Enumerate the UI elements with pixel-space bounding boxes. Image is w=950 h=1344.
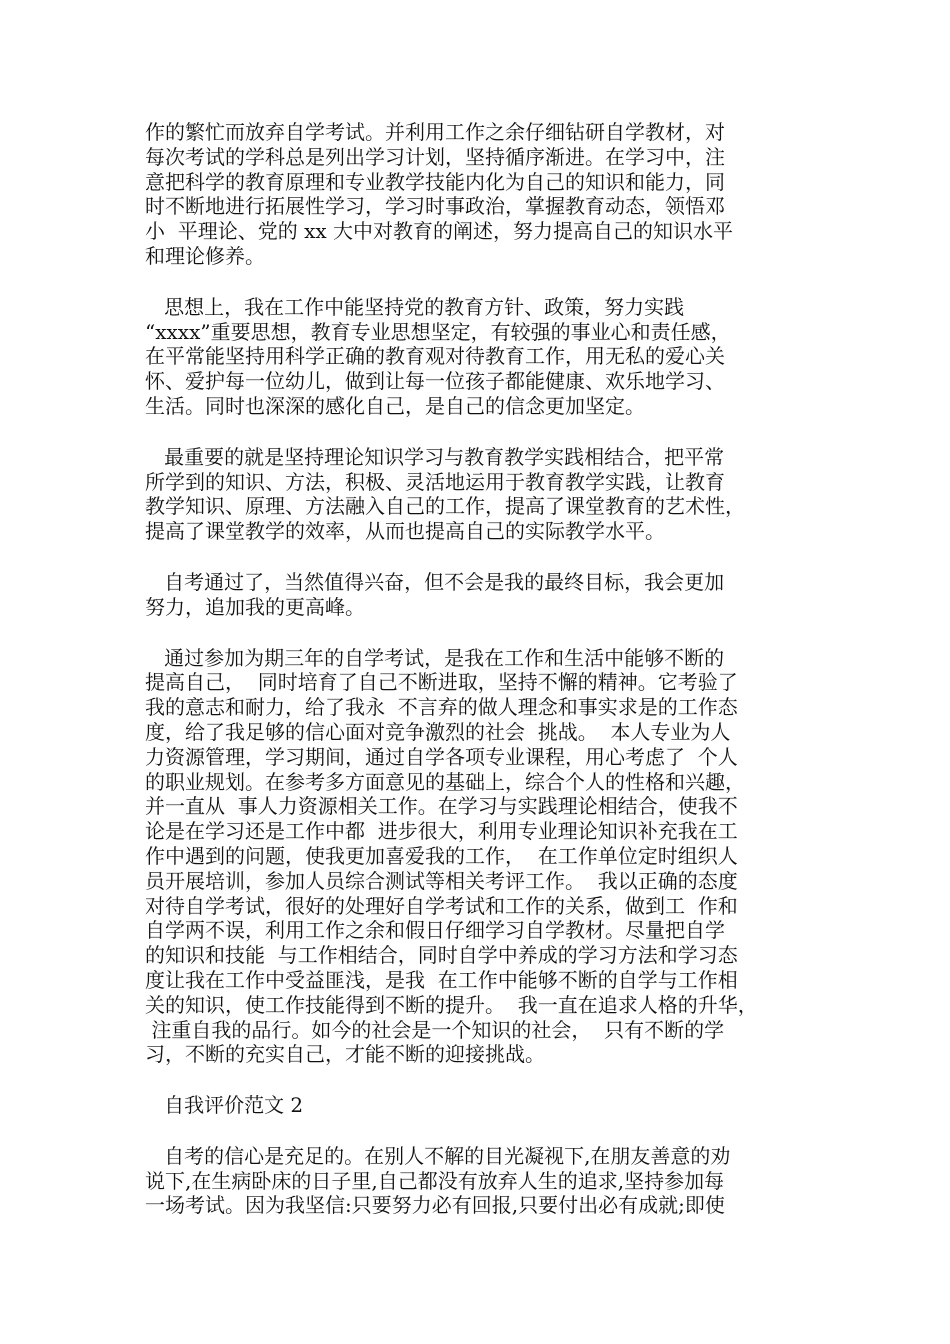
text-line: 注重自我的品行。如今的社会是一个知识的社会， 只有不断的学 <box>145 1017 725 1042</box>
paragraph <box>145 120 825 269</box>
paragraph <box>145 445 825 544</box>
text-line: 时不断地进行拓展性学习，学习时事政治，掌握教育动态，领悟邓 <box>145 194 725 219</box>
text-line: 努力，追加我的更高峰。 <box>145 594 365 619</box>
text-line: 我的意志和耐力，给了我永 不言弃的做人理念和事实求是的工作态 <box>145 695 738 720</box>
text-line: 员开展培训，参加人员综合测试等相关考评工作。 我以正确的态度 <box>145 868 738 893</box>
paragraph <box>145 295 825 419</box>
text-line: 思想上，我在工作中能坚持党的教育方针、政策，努力实践 <box>145 294 685 319</box>
text-line: 提高自己， 同时培育了自己不断进取，坚持不懈的精神。它考验了 <box>145 670 738 695</box>
text-line: 一场考试。因为我坚信:只要努力必有回报,只要付出必有成就;即使 <box>145 1193 725 1218</box>
text-line: “xxxx”重要思想，教育专业思想坚定，有较强的事业心和责任感， <box>145 319 731 344</box>
text-line: 作的繁忙而放弃自学考试。并利用工作之余仔细钻研自学教材，对 <box>145 120 725 144</box>
paragraph <box>145 646 825 1068</box>
text-line: 自我评价范文 2 <box>145 1093 304 1118</box>
paragraph-gap <box>145 544 825 570</box>
paragraph-gap <box>145 1118 825 1144</box>
text-line: 度让我在工作中受益匪浅，是我 在工作中能够不断的自学与工作相 <box>145 967 738 992</box>
text-line: 作中遇到的问题，使我更加喜爱我的工作， 在工作单位定时组织人 <box>145 843 738 868</box>
text-line: 意把科学的教育原理和专业教学技能内化为自己的知识和能力，同 <box>145 169 725 194</box>
paragraph <box>145 1144 825 1218</box>
paragraph-gap <box>145 1067 825 1093</box>
text-line: 自学两不误，利用工作之余和假日仔细学习自学教材。尽量把自学 <box>145 918 725 943</box>
paragraph <box>145 1093 825 1118</box>
text-line: 最重要的就是坚持理论知识学习与教育教学实践相结合，把平常 <box>145 444 725 469</box>
text-line: 所学到的知识、方法，积极、灵活地运用于教育教学实践，让教育 <box>145 469 725 494</box>
text-line: 自考的信心是充足的。在别人不解的目光凝视下,在朋友善意的劝 <box>145 1143 731 1168</box>
text-line: 论是在学习还是工作中都 进步很大，利用专业理论知识补充我在工 <box>145 819 738 844</box>
document-page <box>145 120 825 1218</box>
text-line: 度，给了我足够的信心面对竞争激烈的社会 挑战。 本人专业为人 <box>145 719 731 744</box>
text-line: 小 平理论、党的 xx 大中对教育的阐述，努力提高自己的知识水平 <box>145 219 733 244</box>
paragraph <box>145 570 825 620</box>
text-line: 怀、爱护每一位幼儿，做到让每一位孩子都能健康、欢乐地学习、 <box>145 369 725 394</box>
text-line: 说下,在生病卧床的日子里,自己都没有放弃人生的追求,坚持参加每 <box>145 1168 725 1193</box>
text-line: 在平常能坚持用科学正确的教育观对待教育工作，用无私的爱心关 <box>145 344 725 369</box>
text-line: 并一直从 事人力资源相关工作。在学习与实践理论相结合，使我不 <box>145 794 738 819</box>
paragraph-gap <box>145 620 825 646</box>
text-line: 关的知识，使工作技能得到不断的提升。 我一直在追求人格的升华， <box>145 992 758 1017</box>
paragraph-gap <box>145 419 825 445</box>
paragraph-gap <box>145 269 825 295</box>
text-line: 通过参加为期三年的自学考试，是我在工作和生活中能够不断的 <box>145 645 725 670</box>
text-line: 对待自学考试，很好的处理好自学考试和工作的关系，做到工 作和 <box>145 893 738 918</box>
text-line: 提高了课堂教学的效率，从而也提高自己的实际教学水平。 <box>145 519 665 544</box>
text-line: 生活。同时也深深的感化自己，是自己的信念更加坚定。 <box>145 393 645 418</box>
text-line: 的知识和技能 与工作相结合，同时自学中养成的学习方法和学习态 <box>145 943 738 968</box>
text-line: 力资源管理，学习期间，通过自学各项专业课程，用心考虑了 个人 <box>145 744 738 769</box>
text-line: 自考通过了，当然值得兴奋，但不会是我的最终目标，我会更加 <box>145 569 725 594</box>
text-line: 的职业规划。在参考多方面意见的基础上，综合个人的性格和兴趣， <box>145 769 745 794</box>
text-line: 习，不断的充实自己，才能不断的迎接挑战。 <box>145 1042 545 1067</box>
text-line: 教学知识、原理、方法融入自己的工作，提高了课堂教育的艺术性， <box>145 494 745 519</box>
text-line: 每次考试的学科总是列出学习计划，坚持循序渐进。在学习中，注 <box>145 144 725 169</box>
text-line: 和理论修养。 <box>145 243 265 268</box>
